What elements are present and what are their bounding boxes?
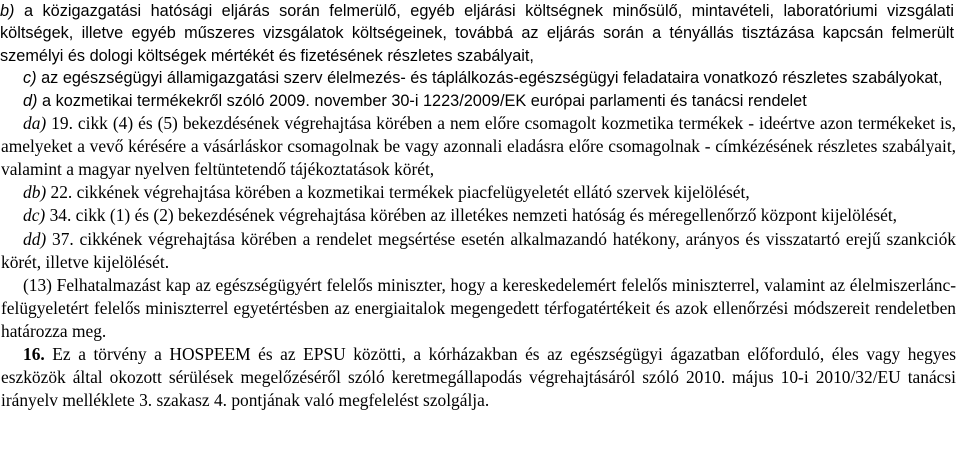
section-16-number: 16. [23,343,45,364]
item-dd-marker: dd) [23,228,52,249]
item-c [0,67,954,89]
item-c-text: az egészségügyi államigazgatási szerv élelmezés- és táplálkozás-egészségügyi feladataira vonatkozó részletes szabályokat, [41,69,943,88]
item-b-text: a közigazgatási hatósági eljárás során felmerülő, egyéb eljárási költségnek minősülő, mintavételi, laboratóriumi vizsgálati költségek, illetve egyéb műszeres vizsgálatok költségeinek, továbbá az eljárás során a tényállás tisztázása kapcsán felmerült személyi és dologi költségek mértékét és fizetésének részletes szabályait, [0,2,954,65]
item-c-marker: c) [23,69,42,88]
item-db-marker: db) [23,182,51,203]
paragraph-13 [1,274,956,343]
item-da-marker: da) [23,113,52,134]
item-dc [1,204,956,227]
item-dc-marker: dc) [23,205,50,226]
item-da [1,112,956,181]
section-16-text: Ez a törvény a HOSPEEM és az EPSU közötti, a kórházakban és az egészségügyi ágazatban előforduló, éles vagy hegyes eszközök által okozott sérülések megelőzéséről szóló keretmegállapodás végrehajtásáról szóló 2010. május 10-i 2010/32/EU tanácsi irányelv melléklete 3. szakasz 4. pontjának való megfelelést szolgálja. [1,343,956,411]
section-16 [1,343,956,412]
item-b [0,0,954,67]
paragraph-13-text: (13) Felhatalmazást kap az egészségügyért felelős miniszter, hogy a kereskedelemért felelős miniszterrel, valamint az élelmiszerlánc-felügyeletért felelős miniszterrel egyetértésben az energiaitalok megengedett térfogatértékeit és azok ellenőrzési módszereit rendeletben határozza meg. [1,274,956,341]
sans-section [0,0,960,112]
item-da-text: 19. cikk (4) és (5) bekezdésének végrehajtása körében a nem előre csomagolt kozmetika termékek - ideértve azon termékeket is, amelyeket a vevő kérésére a vásárláskor csomagolnak be vagy azonnali eladásra előre csomagolnak - címkézésének részletes szabályait, valamint a magyar nyelven feltüntetendő tájékoztatások körét, [1,113,956,180]
item-db-text: 22. cikkének végrehajtása körében a kozmetikai termékek piacfelügyeletét ellátó szervek kijelölését, [50,182,750,203]
item-dd [1,228,956,274]
item-dc-text: 34. cikk (1) és (2) bekezdésének végrehajtása körében az illetékes nemzeti hatóság és méregellenőrző központ kijelölését, [49,205,897,226]
serif-section [0,112,960,412]
item-dd-text: 37. cikkének végrehajtása körében a rendelet megsértése esetén alkalmazandó hatékony, arányos és visszatartó erejű szankciók körét, illetve kijelölését. [1,228,956,272]
item-db [1,181,956,204]
item-b-marker: b) [0,2,24,20]
item-d [0,90,954,112]
item-d-text: a kozmetikai termékekről szóló 2009. november 30-i 1223/2009/EK európai parlamenti és tanácsi rendelet [42,91,807,110]
item-d-marker: d) [23,91,43,110]
